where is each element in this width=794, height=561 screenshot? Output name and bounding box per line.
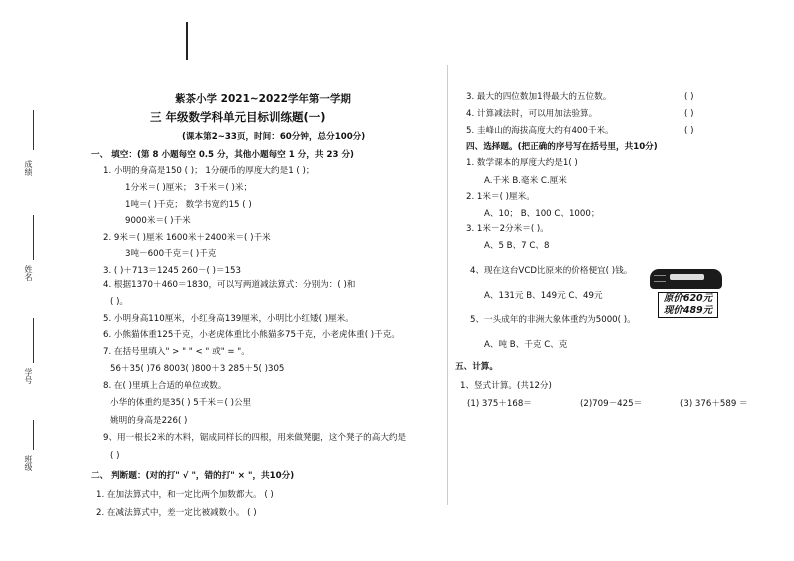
question-line: 1分米＝( )厘米； 3千米＝( )米； <box>125 183 253 193</box>
answer-bracket: ( ) <box>684 92 694 102</box>
question-line: ( ) <box>110 451 120 461</box>
side-label-student-id: 学号 <box>24 368 33 384</box>
question-line: 3. 1米－2分米＝( )。 <box>466 224 549 234</box>
section-judgement: 二、 判断题：(对的打" √ "，错的打" × "，共10分) <box>91 471 295 481</box>
options-line: A、5 B、7 C、8 <box>484 241 550 251</box>
calc-item: (1) 375＋168＝ <box>467 399 532 409</box>
school-term: 紫茶小学 2021~2022学年第一学期 <box>175 93 351 105</box>
question-line: 1吨＝( )千克； 数学书宽约15 ( ) <box>125 200 252 210</box>
question-line: 1. 小明的身高是150 ( )； 1分硬币的厚度大约是1 ( )； <box>103 166 315 176</box>
answer-bracket: ( ) <box>684 126 694 136</box>
side-line <box>33 110 34 150</box>
question-line: 4、现在这台VCD比原来的价格便宜( )钱。 <box>470 266 633 276</box>
question-line: 8. 在( )里填上合适的单位或数。 <box>103 381 227 391</box>
question-line: 1. 在加法算式中，和一定比两个加数都大。 ( ) <box>96 490 274 500</box>
question-line: 小华的体重约是35( ) 5千米＝( )公里 <box>110 398 252 408</box>
question-line: 4. 根据1370＋460＝1830，可以写两道减法算式：分别为：( )和 <box>103 280 356 290</box>
question-line: 9、用一根长2米的木料，锯成同样长的四根，用来做凳腿，这个凳子的高大约是 <box>103 433 407 443</box>
question-line: 2. 在减法算式中，差一定比被减数小。 ( ) <box>96 508 257 518</box>
question-line: 5. 小明身高110厘米，小红身高139厘米，小明比小红矮( )厘米。 <box>103 314 354 324</box>
question-line: 3. 最大的四位数加1得最大的五位数。 <box>466 92 612 102</box>
side-line <box>33 215 34 260</box>
options-line: A、131元 B、149元 C、49元 <box>484 291 603 301</box>
display-window-icon <box>670 274 704 280</box>
section-calculation: 五、计算。 <box>455 362 498 372</box>
price-tag <box>658 292 718 318</box>
question-line: 5、一头成年的非洲大象体重约为5000( )。 <box>470 315 636 325</box>
calc-item: (2)709－425＝ <box>580 399 643 409</box>
options-line: A.千米 B.毫米 C.厘米 <box>484 176 567 186</box>
question-line: 1、竖式计算。(共12分) <box>460 381 552 391</box>
question-line: 6. 小熊猫体重125千克，小老虎体重比小熊猫多75千克，小老虎体重( )千克。 <box>103 330 400 340</box>
question-line: 7. 在括号里填入" > " " < " 或" = "。 <box>103 347 250 357</box>
question-line: 9000米＝( )千米 <box>125 216 191 226</box>
original-price: 原价620元 <box>663 293 713 304</box>
question-line: 5. 圭峰山的海拔高度大约有400千米。 <box>466 126 614 136</box>
question-line: 3吨－600千克＝( )千克 <box>125 249 217 259</box>
vcd-player-illustration <box>650 269 722 289</box>
center-fold-line <box>447 65 448 505</box>
current-price: 现价489元 <box>663 305 713 316</box>
question-line: 2. 9米＝( )厘米 1600米＋2400米＝( )千米 <box>103 233 271 243</box>
side-line <box>33 318 34 363</box>
section-choice: 四、选择题。(把正确的序号写在括号里，共10分) <box>466 142 658 152</box>
exam-meta: (课本第2~33页，时间：60分钟，总分100分) <box>182 132 366 142</box>
question-line: 姚明的身高是226( ) <box>110 416 188 426</box>
question-line: 56＋35( )76 8003( )800＋3 285＋5( )305 <box>110 364 285 374</box>
question-line: ( )。 <box>110 297 129 307</box>
question-line: 1. 数学课本的厚度大约是1( ) <box>466 158 578 168</box>
question-line: 3. ( )＋713＝1245 260－( )＝153 <box>103 266 241 276</box>
speaker-grill-icon <box>654 275 666 282</box>
calc-item: (3) 376＋589 ＝ <box>680 399 748 409</box>
section-fill-in: 一、 填空：(第 8 小题每空 0.5 分，其他小题每空 1 分，共 23 分) <box>91 150 354 160</box>
binding-mark-top <box>186 22 188 60</box>
side-label-score: 成绩 <box>24 160 33 176</box>
side-label-class: 班级 <box>24 455 33 471</box>
question-line: 4. 计算减法时，可以用加法验算。 <box>466 109 598 119</box>
options-line: A、吨 B、千克 C、克 <box>484 340 568 350</box>
answer-bracket: ( ) <box>684 109 694 119</box>
page-title: 三 年级数学科单元目标训练题(一) <box>150 110 326 124</box>
options-line: A、10； B、100 C、1000； <box>484 209 600 219</box>
side-line <box>33 420 34 450</box>
side-label-name: 姓名 <box>24 265 33 281</box>
question-line: 2. 1米＝( )厘米。 <box>466 192 535 202</box>
